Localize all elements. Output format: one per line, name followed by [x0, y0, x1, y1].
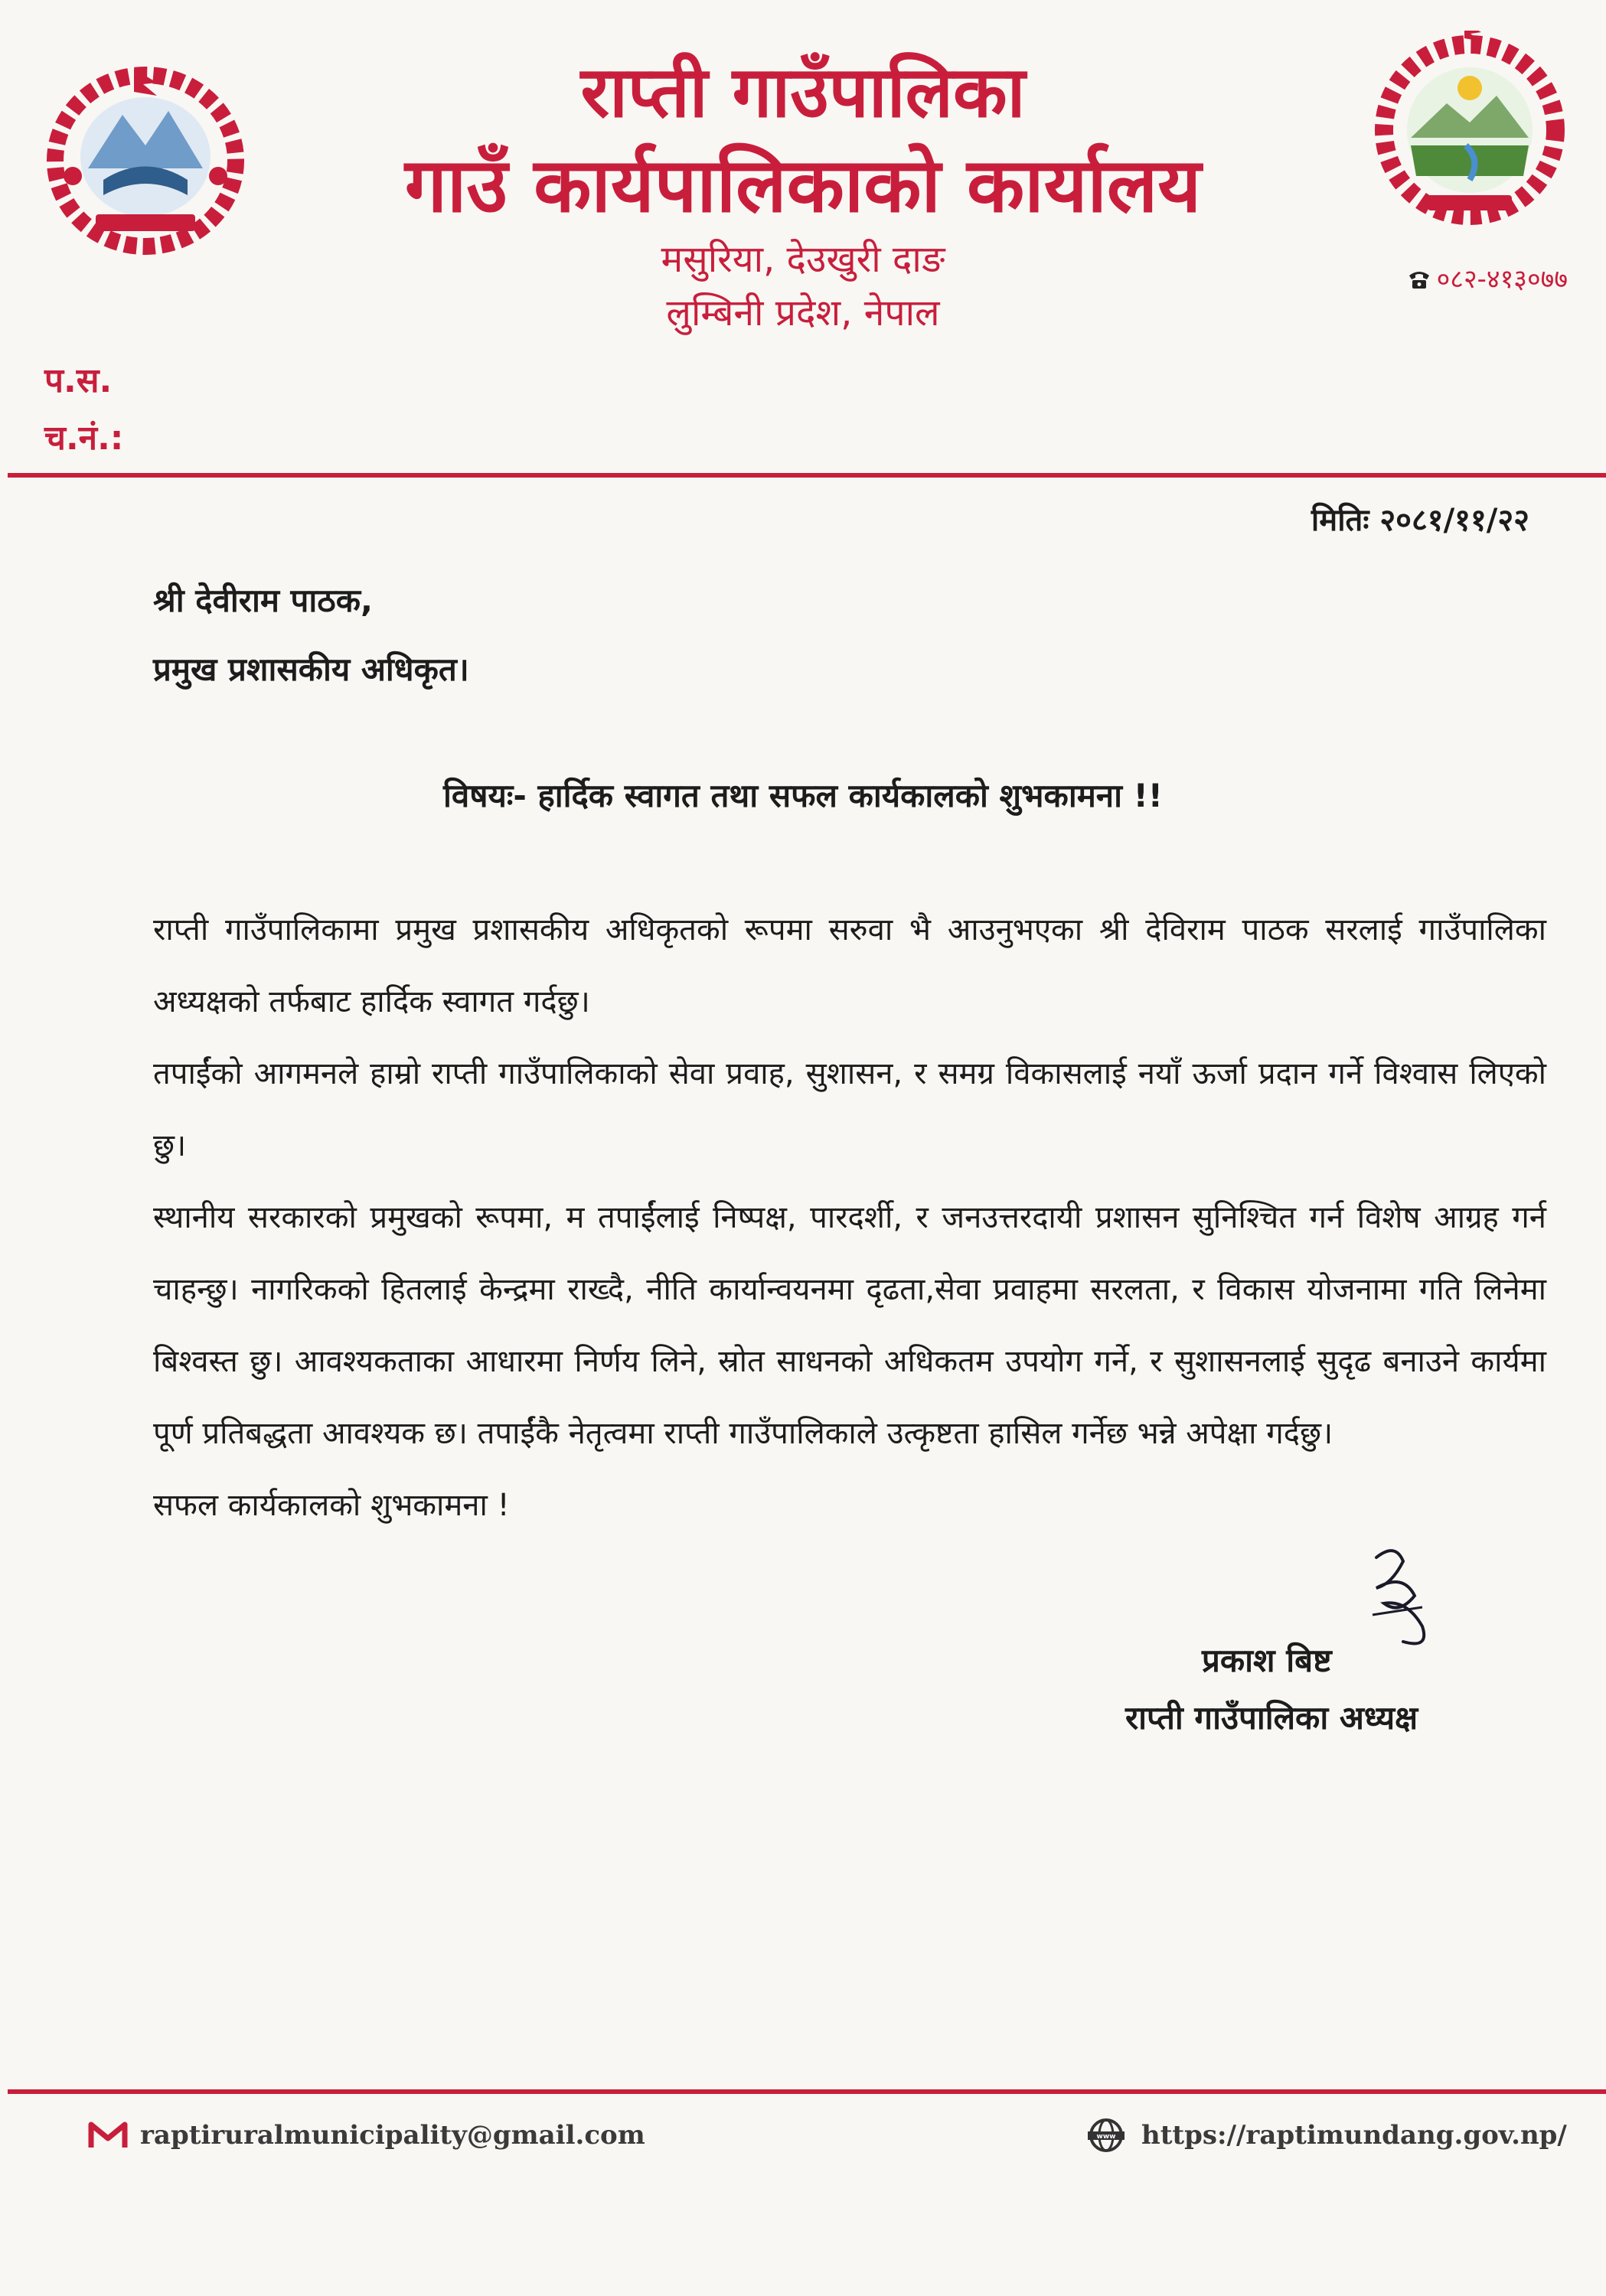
signer-name: प्रकाश बिष्ट	[1202, 1642, 1332, 1679]
chalani-number-label: च.नं.:	[44, 419, 124, 458]
letter-subject: विषयः- हार्दिक स्वागत तथा सफल कार्यकालको शुभकामना !!	[443, 777, 1163, 814]
address-line-1: मसुरिया, देउखुरी दाङ	[661, 238, 945, 281]
signer-title: राप्ती गाउँपालिका अध्यक्ष	[1125, 1699, 1418, 1737]
recipient-title: प्रमुख प्रशासकीय अधिकृत।	[153, 651, 469, 688]
phone-number: ०८२-४१३०७७	[1436, 264, 1568, 295]
recipient-name: श्री देवीराम पाठक,	[153, 582, 373, 619]
signature-image	[1330, 1542, 1461, 1657]
body-paragraph: स्थानीय सरकारको प्रमुखको रूपमा, म तपाईंलाई निष्पक्ष, पारदर्शी, र जनउत्तरदायी प्रशासन सुनिश्चित गर्न विशेष आग्रह गर्न चाहन्छु। नागरिकको हितलाई केन्द्रमा राख्दै, नीति कार्यान्वयनमा दृढता,सेवा प्रवाहमा सरलता, र विकास योजनामा गति लिनेमा बिश्वस्त छु। आवश्यकताका आधारमा निर्णय लिने, स्रोत साधनको अधिकतम उपयोग गर्ने, र सुशासनलाई सुदृढ बनाउने कार्यमा पूर्ण प्रतिबद्धता आवश्यक छ। तपाईंकै नेतृत्वमा राप्ती गाउँपालिकाले उत्कृष्टता हासिल गर्नेछ भन्ने अपेक्षा गर्दछु।	[153, 1200, 1546, 1451]
globe-icon	[1083, 2118, 1129, 2152]
mail-icon	[88, 2122, 128, 2149]
phone-icon	[1406, 265, 1432, 291]
phone-info	[1406, 260, 1568, 295]
letter-date: मितिः २०८१/११/२२	[1311, 503, 1529, 538]
address-line-2: लुम्बिनी प्रदेश, नेपाल	[666, 292, 940, 334]
body-paragraph: राप्ती गाउँपालिकामा प्रमुख प्रशासकीय अधिकृतको रूपमा सरुवा भै आउनुभएका श्री देविराम पाठक सरलाई गाउँपालिका अध्यक्षको तर्फबाट हार्दिक स्वागत गर्दछु।	[153, 912, 1546, 1019]
website-url[interactable]: https://raptimundang.gov.np/	[1141, 2120, 1567, 2151]
email-address[interactable]: raptiruralmunicipality@gmail.com	[140, 2120, 645, 2151]
office-name: गाउँ कार्यपालिकाको कार्यालय	[404, 142, 1202, 230]
body-paragraph: तपाईंको आगमनले हाम्रो राप्ती गाउँपालिकाको सेवा प्रवाह, सुशासन, र समग्र विकासलाई नयाँ ऊर्जा प्रदान गर्ने विश्वास लिएको छु।	[153, 1056, 1546, 1163]
svg-text:www: www	[1096, 2133, 1116, 2141]
patra-sankhya-label: प.स.	[44, 361, 113, 400]
body-paragraph: सफल कार्यकालको शुभकामना !	[153, 1488, 510, 1523]
header-divider	[8, 473, 1606, 478]
municipality-name: राप्ती गाउँपालिका	[580, 51, 1026, 133]
letter-body	[153, 894, 1546, 1541]
footer-email	[88, 2120, 645, 2151]
footer-website	[1083, 2118, 1567, 2152]
footer-divider	[8, 2089, 1606, 2094]
